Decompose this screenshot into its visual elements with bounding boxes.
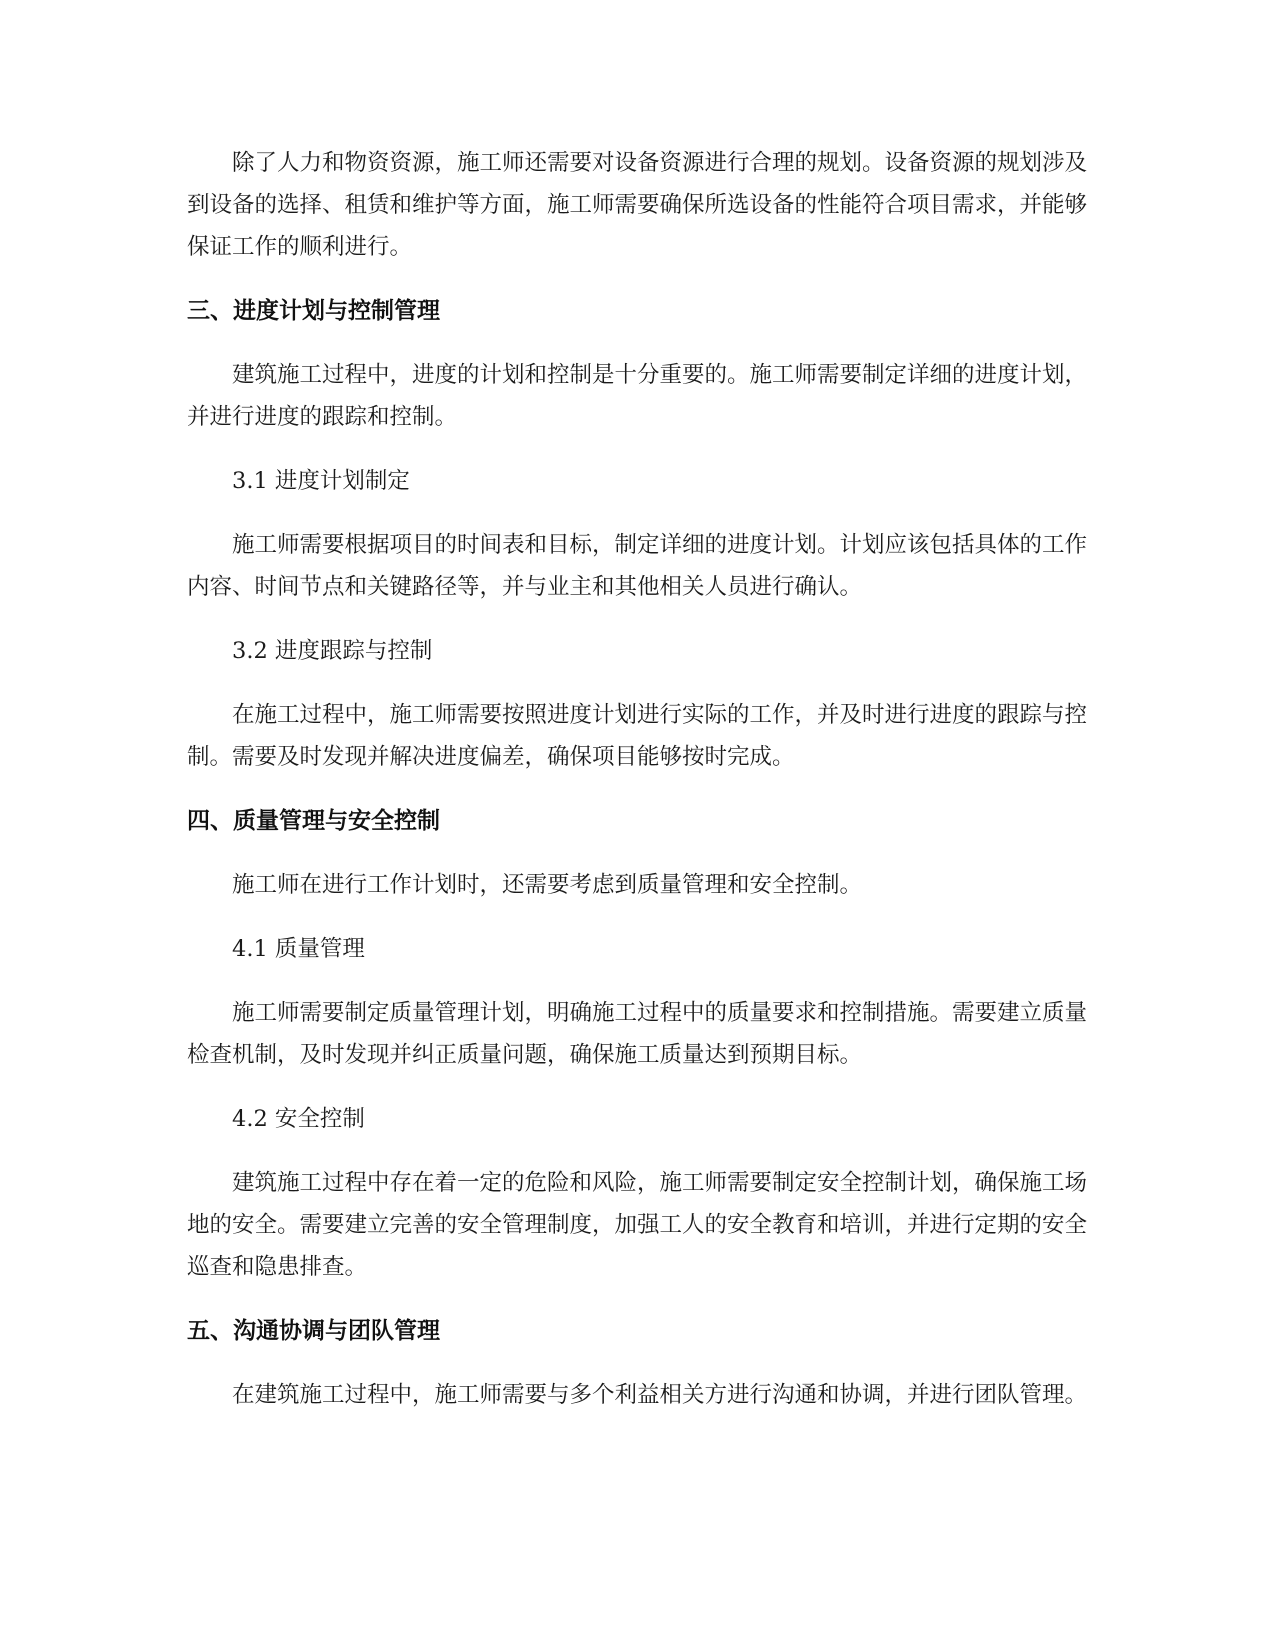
paragraph-quality-management: 施工师需要制定质量管理计划，明确施工过程中的质量要求和控制措施。需要建立质量检查机制，及时发现并纠正质量问题，确保施工质量达到预期目标。 xyxy=(187,1000,1088,1068)
paragraph-safety-control: 建筑施工过程中存在着一定的危险和风险，施工师需要制定安全控制计划，确保施工场地的安全。需要建立完善的安全管理制度，加强工人的安全教育和培训，并进行定期的安全巡查和隐患排查。 xyxy=(187,1170,1088,1280)
paragraph-equipment-resources: 除了人力和物资资源，施工师还需要对设备资源进行合理的规划。设备资源的规划涉及到设备的选择、租赁和维护等方面，施工师需要确保所选设备的性能符合项目需求，并能够保证工作的顺利进行。 xyxy=(187,150,1088,260)
document-body xyxy=(187,142,1087,1438)
subheading-4-2: 4.2 安全控制 xyxy=(232,1106,365,1132)
section-heading-4: 四、质量管理与安全控制 xyxy=(187,808,440,834)
paragraph-schedule-planning: 施工师需要根据项目的时间表和目标，制定详细的进度计划。计划应该包括具体的工作内容、时间节点和关键路径等，并与业主和其他相关人员进行确认。 xyxy=(187,532,1088,600)
paragraph-communication-intro: 在建筑施工过程中，施工师需要与多个利益相关方进行沟通和协调，并进行团队管理。 xyxy=(232,1382,1088,1408)
subheading-3-1: 3.1 进度计划制定 xyxy=(232,468,410,494)
paragraph-schedule-intro: 建筑施工过程中，进度的计划和控制是十分重要的。施工师需要制定详细的进度计划，并进行进度的跟踪和控制。 xyxy=(187,362,1088,430)
section-heading-3: 三、进度计划与控制管理 xyxy=(187,298,440,324)
subheading-3-2: 3.2 进度跟踪与控制 xyxy=(232,638,433,664)
paragraph-schedule-tracking: 在施工过程中，施工师需要按照进度计划进行实际的工作，并及时进行进度的跟踪与控制。需要及时发现并解决进度偏差，确保项目能够按时完成。 xyxy=(187,702,1088,770)
paragraph-quality-safety-intro: 施工师在进行工作计划时，还需要考虑到质量管理和安全控制。 xyxy=(232,872,863,898)
section-heading-5: 五、沟通协调与团队管理 xyxy=(187,1318,440,1344)
subheading-4-1: 4.1 质量管理 xyxy=(232,936,365,962)
